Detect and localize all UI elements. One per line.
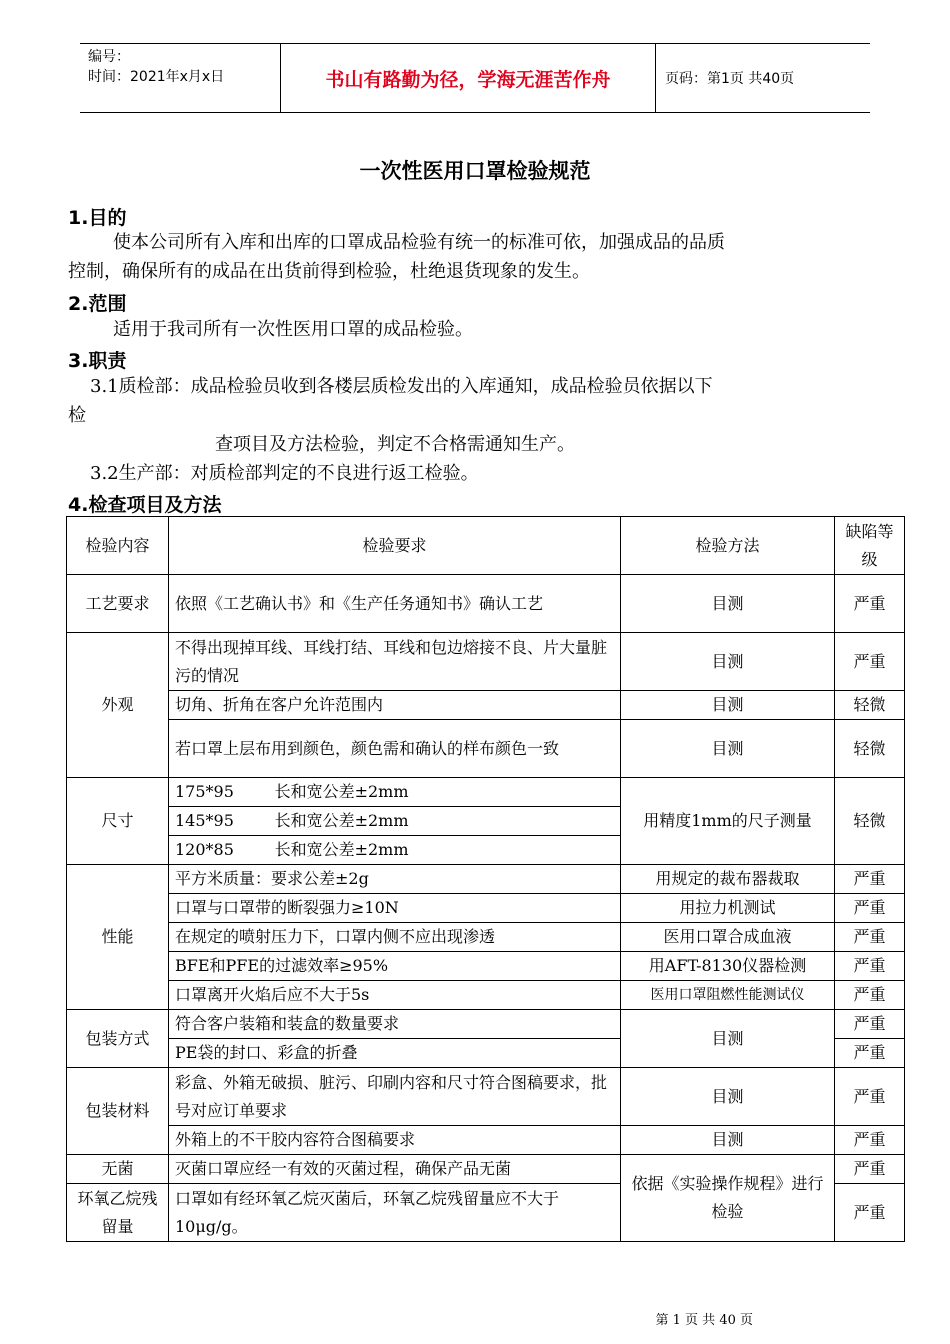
row-level: 严重 (835, 981, 905, 1010)
table-row (67, 865, 905, 894)
header-method: 检验方法 (621, 517, 835, 575)
row-method: 医用口罩阻燃性能测试仪 (621, 981, 835, 1010)
page-footer: 第 1 页 共 40 页 (655, 1313, 753, 1328)
row-requirement: 120*85 长和宽公差±2mm (169, 836, 621, 865)
table-row (67, 720, 905, 778)
row-level: 轻微 (835, 720, 905, 778)
row-method: 目测 (621, 633, 835, 691)
row-level: 轻微 (835, 691, 905, 720)
items-heading: 4.检查项目及方法 (68, 494, 222, 516)
row-content: 无菌 (67, 1155, 169, 1184)
table-row (67, 923, 905, 952)
row-level: 严重 (835, 1184, 905, 1242)
row-method: 目测 (621, 1010, 835, 1068)
table-row (67, 691, 905, 720)
scope-heading: 2.范围 (68, 293, 127, 315)
row-method: 目测 (621, 1068, 835, 1126)
row-requirement: BFE和PFE的过滤效率≥95% (169, 952, 621, 981)
row-level: 严重 (835, 952, 905, 981)
row-requirement: 平方米质量：要求公差±2g (169, 865, 621, 894)
duty-line-2: 检 (68, 405, 86, 426)
row-method: 用规定的裁布器裁取 (621, 865, 835, 894)
row-level: 严重 (835, 1155, 905, 1184)
row-requirement: PE袋的封口、彩盒的折叠 (169, 1039, 621, 1068)
table-row (67, 575, 905, 633)
row-level: 轻微 (835, 778, 905, 865)
row-requirement: 口罩如有经环氧乙烷灭菌后，环氧乙烷残留量应不大于10μg/g。 (169, 1184, 621, 1242)
row-requirement: 在规定的喷射压力下，口罩内侧不应出现渗透 (169, 923, 621, 952)
duty-heading: 3.职责 (68, 350, 127, 372)
table-row (67, 778, 905, 807)
row-requirement: 符合客户装箱和装盒的数量要求 (169, 1010, 621, 1039)
row-method: 目测 (621, 575, 835, 633)
row-method: 目测 (621, 1126, 835, 1155)
row-method: 用AFT-8130仪器检测 (621, 952, 835, 981)
row-requirement: 灭菌口罩应经一有效的灭菌过程，确保产品无菌 (169, 1155, 621, 1184)
row-method: 目测 (621, 720, 835, 778)
row-content: 外观 (67, 633, 169, 778)
row-requirement: 若口罩上层布用到颜色，颜色需和确认的样布颜色一致 (169, 720, 621, 778)
inspection-table (66, 516, 905, 1242)
row-content: 包装材料 (67, 1068, 169, 1155)
scope-text: 适用于我司所有一次性医用口罩的成品检验。 (113, 319, 473, 340)
table-row (67, 894, 905, 923)
row-content: 尺寸 (67, 778, 169, 865)
page-title: 一次性医用口罩检验规范 (359, 159, 591, 183)
duty-line-4: 3.2生产部：对质检部判定的不良进行返工检验。 (90, 463, 479, 484)
row-method: 用精度1mm的尺子测量 (621, 778, 835, 865)
header-page: 页码：第1页 共40页 (665, 71, 795, 87)
table-row (67, 981, 905, 1010)
row-content: 包装方式 (67, 1010, 169, 1068)
table-row (67, 1068, 905, 1126)
row-content: 工艺要求 (67, 575, 169, 633)
row-content: 环氧乙烷残留量 (67, 1184, 169, 1242)
row-requirement: 彩盒、外箱无破损、脏污、印刷内容和尺寸符合图稿要求，批号对应订单要求 (169, 1068, 621, 1126)
duty-line-3: 查项目及方法检验，判定不合格需通知生产。 (215, 434, 575, 455)
table-row (67, 633, 905, 691)
row-requirement: 不得出现掉耳线、耳线打结、耳线和包边熔接不良、片大量脏污的情况 (169, 633, 621, 691)
row-level: 严重 (835, 1010, 905, 1039)
header-level: 缺陷等级 (835, 517, 905, 575)
row-level: 严重 (835, 865, 905, 894)
row-method: 用拉力机测试 (621, 894, 835, 923)
row-method: 目测 (621, 691, 835, 720)
document-header (80, 43, 870, 113)
header-motto: 书山有路勤为径，学海无涯苦作舟 (280, 44, 656, 112)
table-row (67, 1155, 905, 1184)
row-level: 严重 (835, 1068, 905, 1126)
row-level: 严重 (835, 575, 905, 633)
row-level: 严重 (835, 894, 905, 923)
row-method: 依据《实验操作规程》进行检验 (621, 1155, 835, 1242)
header-meta (80, 44, 280, 112)
purpose-line-1: 使本公司所有入库和出库的口罩成品检验有统一的标准可依，加强成品的品质 (113, 232, 725, 253)
row-requirement: 依照《工艺确认书》和《生产任务通知书》确认工艺 (169, 575, 621, 633)
row-level: 严重 (835, 923, 905, 952)
code-label: 编号： (88, 49, 130, 65)
row-level: 严重 (835, 633, 905, 691)
row-requirement: 切角、折角在客户允许范围内 (169, 691, 621, 720)
header-content: 检验内容 (67, 517, 169, 575)
table-row (67, 1010, 905, 1039)
table-row (67, 1126, 905, 1155)
row-requirement: 外箱上的不干胶内容符合图稿要求 (169, 1126, 621, 1155)
row-level: 严重 (835, 1039, 905, 1068)
row-requirement: 口罩离开火焰后应不大于5s (169, 981, 621, 1010)
header-requirement: 检验要求 (169, 517, 621, 575)
row-content: 性能 (67, 865, 169, 1010)
row-method: 医用口罩合成血液 (621, 923, 835, 952)
row-requirement: 175*95 长和宽公差±2mm (169, 778, 621, 807)
purpose-heading: 1.目的 (68, 207, 127, 229)
table-header-row (67, 517, 905, 575)
row-requirement: 口罩与口罩带的断裂强力≥10N (169, 894, 621, 923)
row-requirement: 145*95 长和宽公差±2mm (169, 807, 621, 836)
table-row (67, 952, 905, 981)
purpose-line-2: 控制，确保所有的成品在出货前得到检验，杜绝退货现象的发生。 (68, 261, 590, 282)
row-level: 严重 (835, 1126, 905, 1155)
duty-line-1: 3.1质检部：成品检验员收到各楼层质检发出的入库通知，成品检验员依据以下 (90, 376, 713, 397)
time-label: 时间：2021年x月x日 (88, 69, 225, 85)
